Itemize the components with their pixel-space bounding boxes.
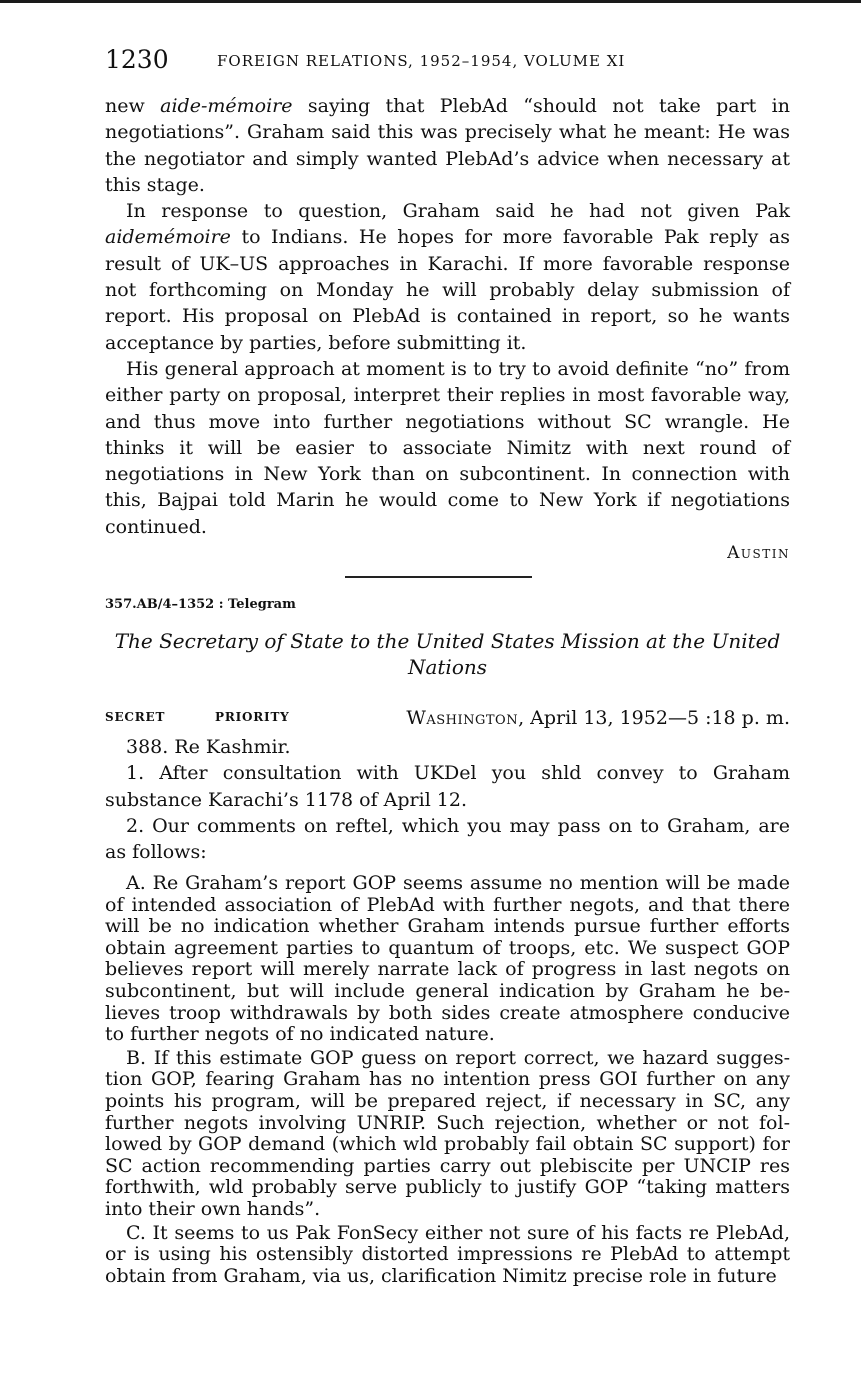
telegram-paragraph: 388. Re Kashmir. [126, 736, 291, 758]
comment-paragraph: C. It seems to us Pak FonSecy either not sure of his facts re PlebAd, or is using his ostensibly distorted impressions re PlebAd to attempt obtain from Graham, via us, clarification Nimitz precise role in future [105, 1221, 790, 1287]
paragraph-response [105, 198, 790, 356]
file-reference: 357.AB/4–1352 : Telegram [105, 597, 296, 612]
italic-term: aidemémoire [105, 226, 231, 249]
comment-paragraph: B. If this estimate GOP guess on report correct, we hazard suggestion GOP, fearing Graham has no intention press GOI further on any points his program, will be prepared reject, if necessary in SC, any further negots involving UNRIP. Such rejection, whether or not followed by GOP demand (which wld probably fail obtain SC support) for SC action recommending parties carry out plebiscite per UNCIP res forthwith, wld probably serve publicly to justify GOP “taking matters into their own hands”. [105, 1046, 790, 1220]
italic-term: aide-mémoire [160, 95, 293, 117]
document-title: The Secretary of State to the United States Mission at the United Nations [114, 629, 781, 679]
continued-telegram [105, 93, 790, 540]
text-run: new [105, 95, 161, 117]
text-run: In response to question, Graham said he had not given Pak [126, 200, 790, 223]
signature: Austin [727, 543, 790, 563]
page-top-edge [0, 0, 861, 3]
paragraph-approach: His general approach at moment is to try to avoid definite “no” from either party on proposal, interpret their replies in most favorable way, and thus move into further negotiations without SC wrangle. He thinks it will be easier to associate Nimitz with next round of negotiations in New York than on subcontinent. In connection with this, Bajpai told Marin he would come to New York if negotiations continued. [105, 357, 790, 538]
paragraph-continued [105, 93, 790, 198]
text-run: saying that PlebAd “should not take part in negotiations”. Graham said this was precisely what he meant: He was the negotiator and simply wanted PlebAd’s advice when necessary at this stage. [105, 95, 790, 196]
comments-block [105, 873, 790, 1287]
page-header [105, 44, 795, 76]
section-divider [345, 576, 532, 578]
text-run: to Indians. He hopes for more favorable Pak reply as result of UK–US approaches in Karachi. If more favorable response not forthcoming on Monday he will probably delay submission of report. His proposal on PlebAd is contained in report, so he wants acceptance by parties, before submitting it. [105, 226, 790, 354]
precedence-label: PRIORITY [215, 710, 290, 724]
classification-line [105, 706, 790, 732]
telegram-body [105, 734, 790, 865]
page-number: 1230 [105, 45, 169, 74]
dateline-place: Washington [406, 707, 519, 729]
running-head: FOREIGN RELATIONS, 1952–1954, VOLUME XI [217, 52, 626, 70]
comment-paragraph: A. Re Graham’s report GOP seems assume no mention will be made of intended association of PlebAd with further negots, and that there will be no indication whether Graham intends pursue further efforts obtain agreement parties to quantum of troops, etc. We suspect GOP believes report will merely narrate lack of progress in last negots on subcontinent, but will include general indication by Graham he believes troop withdrawals by both sides create atmosphere conducive to further negots of no indicated nature. [105, 872, 790, 1046]
telegram-paragraph: 2. Our comments on reftel, which you may pass on to Graham, are as follows: [105, 814, 790, 864]
telegram-paragraph: 1. After consultation with UKDel you shld convey to Graham substance Karachi’s 1178 of April 12. [105, 762, 790, 811]
dateline [406, 706, 790, 730]
dateline-date: , April 13, 1952—5 :18 p. m. [518, 707, 790, 729]
classification-label: SECRET [105, 710, 166, 724]
